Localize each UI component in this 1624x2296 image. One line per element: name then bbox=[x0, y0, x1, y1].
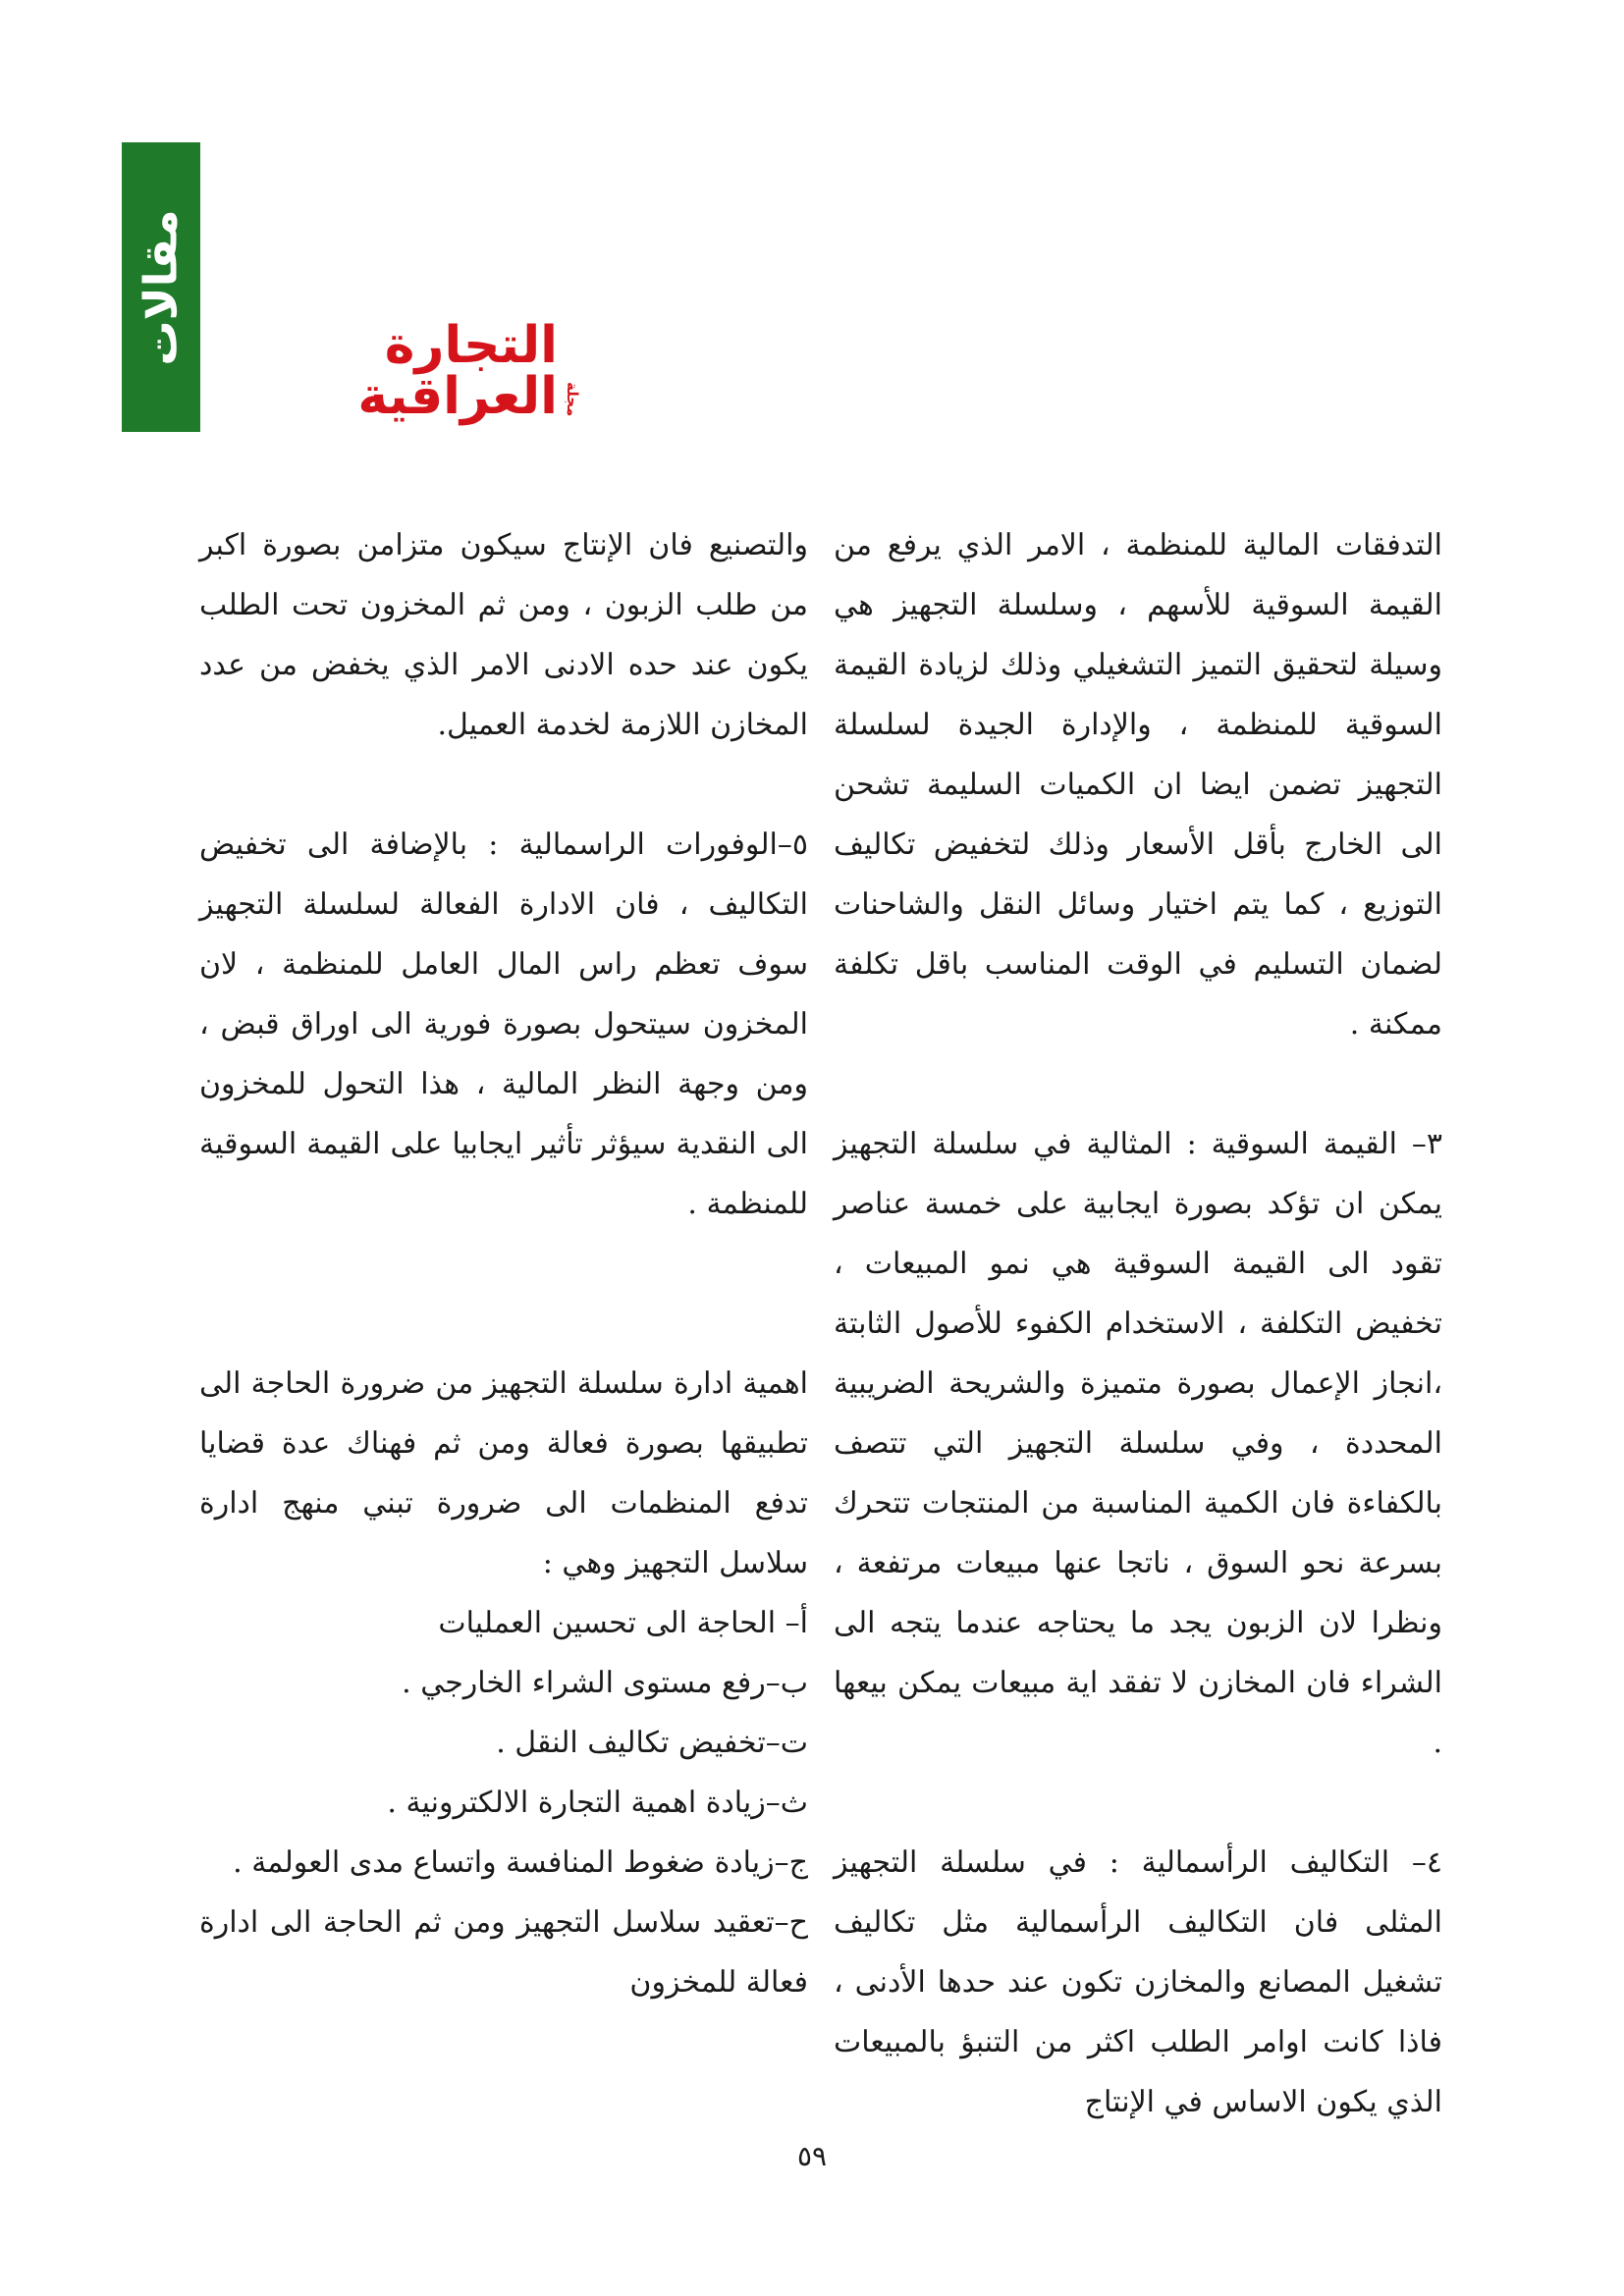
section-label: مقالات bbox=[135, 208, 188, 366]
left-column bbox=[199, 515, 808, 2012]
magazine-prefix: مجلة bbox=[564, 381, 581, 416]
magazine-title: التجارة العراقية bbox=[357, 316, 558, 426]
paragraph: ٣– القيمة السوقية : المثالية في سلسلة التجهيز يمكن ان تؤكد بصورة ايجابية على خمسة عناصر تقود الى القيمة السوقية هي نمو المبيعات ، تخفيض التكلفة ، الاستخدام الكفوء للأصول الثابتة ،انجاز الإعمال بصورة متميزة والشريحة الضريبية المحددة ، وفي سلسلة التجهيز التي تتصف بالكفاءة فان الكمية المناسبة من المنتجات تتحرك بسرعة نحو السوق ، ناتجا عنها مبيعات مرتفعة ، ونظرا لان الزبون يجد ما يحتاجه عندما يتجه الى الشراء فان المخازن لا تفقد اية مبيعات يمكن بيعها . bbox=[834, 1127, 1442, 1760]
list-item: أ– الحاجة الى تحسين العمليات bbox=[438, 1606, 808, 1640]
paragraph: ٥–الوفورات الراسمالية : بالإضافة الى تخفيض التكاليف ، فان الادارة الفعالة لسلسلة التجهيز سوف تعظم راس المال العامل للمنظمة ، لان المخزون سيتحول بصورة فورية الى اوراق قبض ، ومن وجهة النظر المالية ، هذا التحول للمخزون الى النقدية سيؤثر تأثير ايجابيا على القيمة السوقية للمنظمة . bbox=[199, 828, 808, 1221]
right-column bbox=[834, 515, 1442, 2132]
issues-list bbox=[199, 1593, 808, 2012]
paragraph: اهمية ادارة سلسلة التجهيز من ضرورة الحاجة الى تطبيقها بصورة فعالة ومن ثم فهناك عدة قضايا تدفع المنظمات الى ضرورة تبني منهج ادارة سلاسل التجهيز وهي : bbox=[199, 1366, 808, 1580]
magazine-logo bbox=[208, 316, 581, 426]
list-item: ت–تخفيض تكاليف النقل . bbox=[496, 1726, 808, 1760]
paragraph: التدفقات المالية للمنظمة ، الامر الذي يرفع من القيمة السوقية للأسهم ، وسلسلة التجهيز هي وسيلة لتحقيق التميز التشغيلي وذلك لزيادة القيمة السوقية للمنظمة ، والإدارة الجيدة لسلسلة التجهيز تضمن ايضا ان الكميات السليمة تشحن الى الخارج بأقل الأسعار وذلك لتخفيض تكاليف التوزيع ، كما يتم اختيار وسائل النقل والشاحنات لضمان التسليم في الوقت المناسب باقل تكلفة ممكنة . bbox=[834, 528, 1442, 1041]
page-number: ٥٩ bbox=[796, 2140, 828, 2172]
list-item: ج–زيادة ضغوط المنافسة واتساع مدى العولمة . bbox=[233, 1845, 808, 1880]
list-item: ث–زيادة اهمية التجارة الالكترونية . bbox=[387, 1786, 808, 1820]
paragraph: والتصنيع فان الإنتاج سيكون متزامن بصورة اكبر من طلب الزبون ، ومن ثم المخزون تحت الطلب يكون عند حده الادنى الامر الذي يخفض من عدد المخازن اللازمة لخدمة العميل. bbox=[199, 528, 808, 742]
paragraph: ٤– التكاليف الرأسمالية : في سلسلة التجهيز المثلى فان التكاليف الرأسمالية مثل تكاليف تشغيل المصانع والمخازن تكون عند حدها الأدنى ، فاذا كانت اوامر الطلب اكثر من التنبؤ بالمبيعات الذي يكون الاساس في الإنتاج bbox=[834, 1845, 1442, 2119]
list-item: ب–رفع مستوى الشراء الخارجي . bbox=[402, 1666, 808, 1700]
section-tab bbox=[122, 142, 200, 432]
list-item: ح–تعقيد سلاسل التجهيز ومن ثم الحاجة الى ادارة فعالة للمخزون bbox=[199, 1905, 808, 2000]
